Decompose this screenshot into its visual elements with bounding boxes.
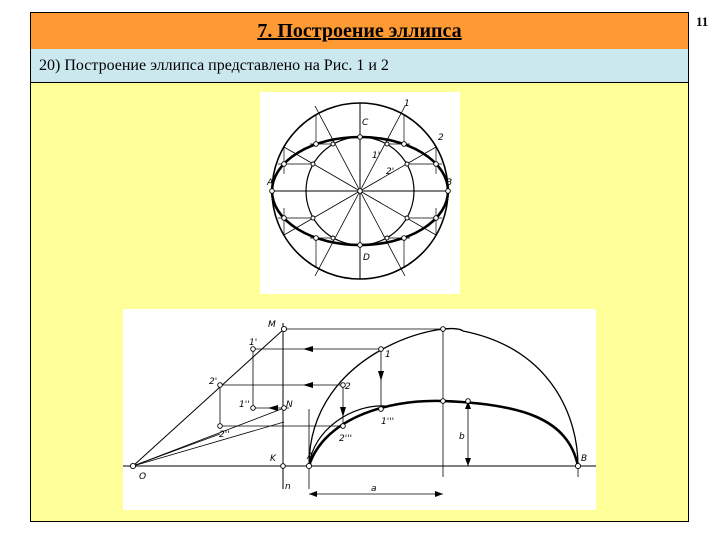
label-big-n: N: [286, 400, 293, 410]
label-d: D: [363, 253, 370, 263]
label-2-triple-prime: 2''': [339, 434, 353, 444]
label-c: C: [362, 118, 369, 128]
label-2-prime: 2': [209, 377, 218, 387]
label-2: 2: [345, 382, 351, 392]
label-dimension-a: a: [371, 484, 377, 494]
label-1-double-prime: 1'': [239, 400, 250, 410]
label-1-triple-prime: 1''': [381, 417, 395, 427]
label-2-double-prime: 2'': [219, 430, 230, 440]
ellipse-projection-drawing: [123, 309, 596, 510]
label-a: A: [307, 452, 314, 462]
caption-text: 20) Построение эллипса представлено на Рис. 1 и 2: [39, 56, 389, 74]
figure-ellipse-projection: [123, 309, 596, 510]
figure-ellipse-circles: [260, 92, 460, 294]
arrow-heads: [268, 346, 471, 497]
label-m: M: [268, 320, 276, 330]
ellipse-circles-drawing: [260, 92, 460, 294]
label-b: B: [581, 454, 588, 464]
label-dimension-b: b: [459, 432, 465, 442]
title-bar: [31, 13, 688, 50]
label-point-2: 2: [438, 133, 444, 143]
label-1: 1: [385, 350, 391, 360]
line-o-m: [133, 329, 284, 466]
label-point-1: 1: [404, 99, 410, 109]
slide-title: 7. Построение эллипса: [257, 19, 462, 42]
label-1-prime: 1': [249, 338, 258, 348]
page-number: 11: [696, 14, 709, 29]
label-a: A: [267, 178, 274, 188]
label-b: B: [446, 178, 453, 188]
label-n: n: [285, 482, 291, 492]
label-k: K: [270, 454, 276, 464]
label-point-2-prime: 2': [386, 167, 395, 177]
label-o: O: [139, 472, 147, 482]
caption-bar: [31, 49, 688, 83]
label-point-1-prime: 1': [372, 151, 381, 161]
